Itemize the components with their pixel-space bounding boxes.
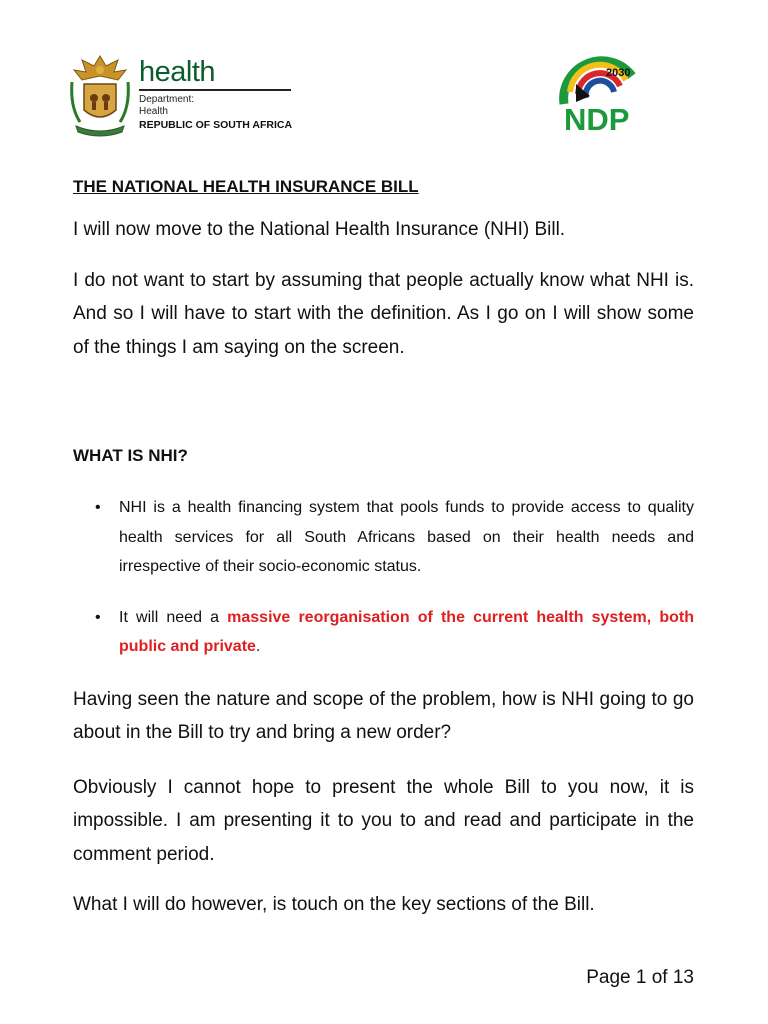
department-name: Health xyxy=(139,106,168,117)
highlighted-text: massive reorganisation of the current health system, both public and private xyxy=(119,608,694,655)
department-brand xyxy=(139,56,299,132)
bullet-item xyxy=(73,603,694,662)
coat-of-arms-icon xyxy=(66,52,134,138)
brand-wordmark: health xyxy=(139,56,216,88)
bullet-marker: • xyxy=(95,608,101,626)
bullet-text-prefix: It will need a xyxy=(119,608,228,626)
document-body xyxy=(73,172,694,922)
letterhead xyxy=(0,0,768,150)
scope-paragraph: Having seen the nature and scope of the problem, how is NHI going to go about in the Bill to try and bring a new order? xyxy=(73,688,694,743)
nhi-bullet-list xyxy=(73,493,694,662)
presentation-paragraph: Obviously I cannot hope to present the whole Bill to you now, it is impossible. I am presenting it to you to and read and participate in the comment period. xyxy=(73,776,694,865)
definition-paragraph: I do not want to start by assuming that people actually know what NHI is. And so I will have to start with the definition. As I go on I will show some of the things I am saying on the screen. xyxy=(73,269,694,358)
bullet-text: NHI is a health financing system that pools funds to provide access to quality health services for all South Africans based on their health needs and irrespective of their socio-economic status. xyxy=(119,499,694,575)
department-label: Department: xyxy=(139,94,195,105)
ndp-year: 2030 xyxy=(606,67,631,79)
ndp-2030-logo xyxy=(556,54,646,136)
document-title: THE NATIONAL HEALTH INSURANCE BILL xyxy=(73,177,419,196)
section-heading: WHAT IS NHI? xyxy=(73,446,188,465)
ndp-wordmark: NDP xyxy=(564,102,630,136)
brand-divider xyxy=(139,89,291,91)
intro-paragraph: I will now move to the National Health Insurance (NHI) Bill. xyxy=(73,219,566,240)
country-name: REPUBLIC OF SOUTH AFRICA xyxy=(139,119,293,131)
closing-paragraph: What I will do however, is touch on the key sections of the Bill. xyxy=(73,894,595,915)
bullet-marker: • xyxy=(95,499,101,516)
bullet-item xyxy=(73,493,694,582)
bullet-text-suffix: . xyxy=(255,638,261,655)
page-number: Page 1 of 13 xyxy=(586,967,694,988)
